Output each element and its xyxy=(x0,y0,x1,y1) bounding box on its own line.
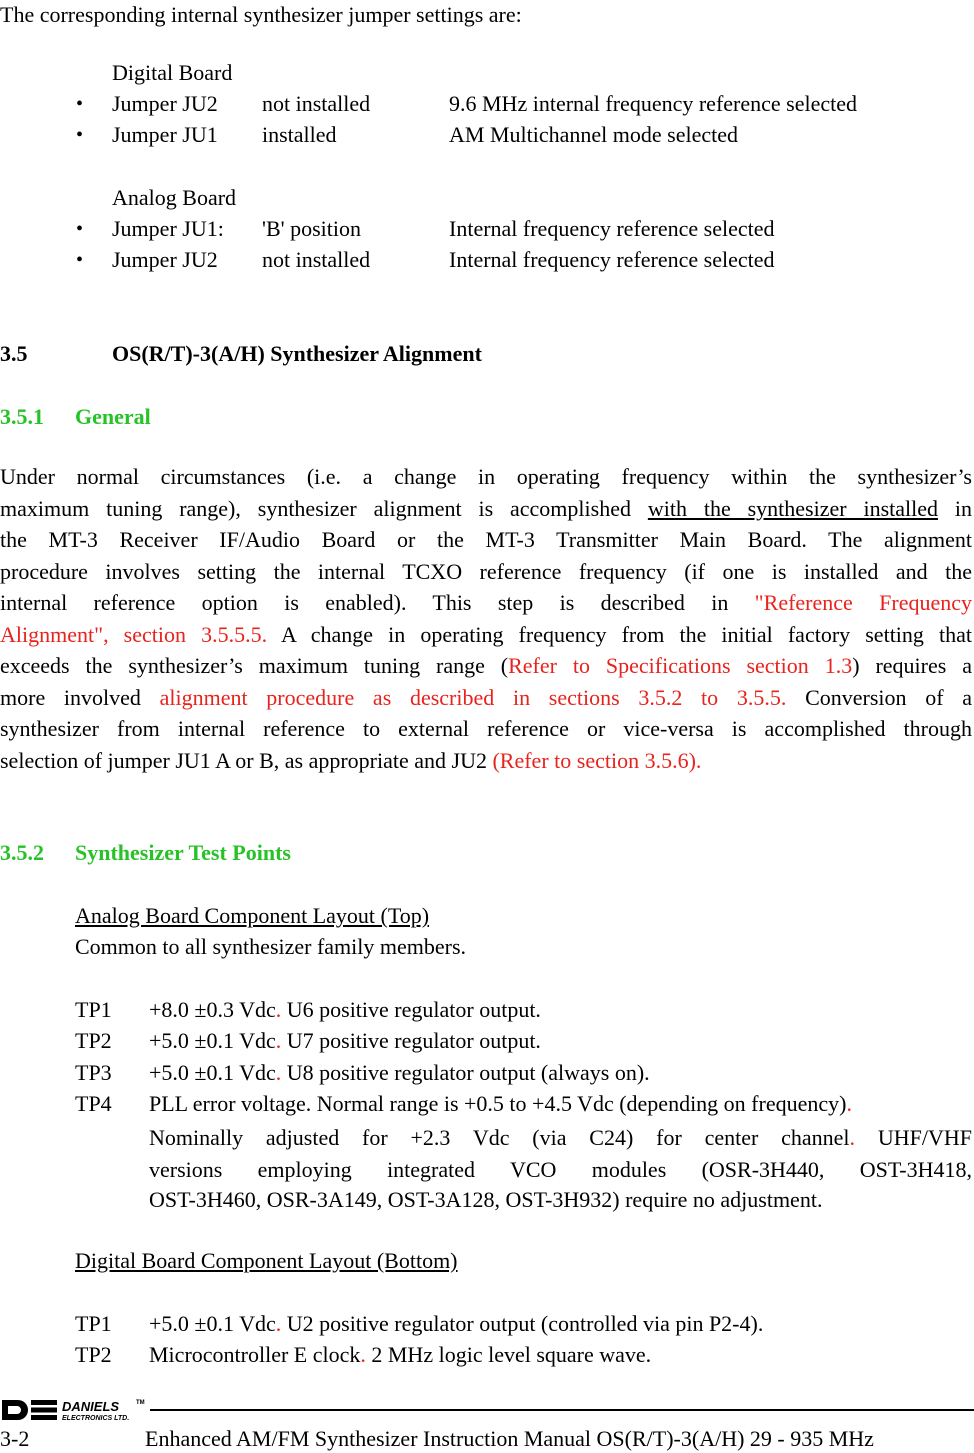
test-point-label: TP2 xyxy=(75,1028,112,1053)
footer-rule xyxy=(150,1409,974,1411)
test-point-description: Microcontroller E clock. 2 MHz logic level square wave. xyxy=(149,1342,652,1367)
paragraph-line: the MT-3 Receiver IF/Audio Board or the MT-3 Transmitter Main Board. The alignment xyxy=(0,527,972,552)
jumper-state: not installed xyxy=(262,91,371,116)
page-number: 3-2 xyxy=(0,1426,30,1451)
subsection-title: General xyxy=(75,404,151,429)
test-point-label: TP2 xyxy=(75,1342,112,1367)
jumper-name: Jumper JU2 xyxy=(112,91,218,116)
jumper-description: Internal frequency reference selected xyxy=(449,247,775,272)
digital-board-heading: Digital Board xyxy=(112,60,233,85)
jumper-state: installed xyxy=(262,122,337,147)
cross-reference: Refer to Specifications section 1.3 xyxy=(508,653,853,678)
paragraph-line: internal reference option is enabled). This step is described in "Reference Frequency xyxy=(0,590,972,615)
test-point-description: +5.0 ±0.1 Vdc. U8 positive regulator output (always on). xyxy=(149,1060,650,1085)
jumper-description: 9.6 MHz internal frequency reference selected xyxy=(449,91,857,116)
subsection-number: 3.5.1 xyxy=(0,404,44,429)
section-number: 3.5 xyxy=(0,341,28,366)
paragraph-line: Under normal circumstances (i.e. a change in operating frequency within the synthesizer’s xyxy=(0,464,972,489)
cross-reference: alignment procedure as described in sections 3.5.2 to 3.5.5. xyxy=(159,685,787,710)
bullet-icon: • xyxy=(76,218,84,240)
paragraph-line: more involved alignment procedure as described in sections 3.5.2 to 3.5.5. Conversion of a xyxy=(0,685,973,710)
paragraph-line: procedure involves setting the internal TCXO reference frequency (if one is installed and the xyxy=(0,559,972,584)
logo-trademark: TM xyxy=(136,1400,145,1406)
analog-layout-note: Common to all synthesizer family members. xyxy=(75,934,467,959)
paragraph-line: Alignment", section 3.5.5.5. A change in operating frequency from the initial factory setting that xyxy=(0,622,973,647)
paragraph-line: maximum tuning range), synthesizer alignment is accomplished with the synthesizer installed in xyxy=(0,496,972,521)
cross-reference: (Refer to section 3.5.6). xyxy=(492,748,702,773)
test-point-label: TP1 xyxy=(75,997,112,1022)
test-point-label: TP3 xyxy=(75,1060,112,1085)
cross-reference: Alignment", section 3.5.5.5. xyxy=(0,622,268,647)
test-point-label: TP4 xyxy=(75,1091,112,1116)
test-point-description: +5.0 ±0.1 Vdc. U2 positive regulator output (controlled via pin P2-4). xyxy=(149,1311,764,1336)
cross-reference: "Reference Frequency xyxy=(754,590,972,615)
jumper-name: Jumper JU2 xyxy=(112,247,218,272)
jumper-name: Jumper JU1 xyxy=(112,122,218,147)
section-title: OS(R/T)-3(A/H) Synthesizer Alignment xyxy=(112,341,482,366)
jumper-description: Internal frequency reference selected xyxy=(449,216,775,241)
analog-layout-heading: Analog Board Component Layout (Top) xyxy=(75,903,430,928)
test-point-description: PLL error voltage. Normal range is +0.5 to +4.5 Vdc (depending on frequency). xyxy=(149,1091,852,1116)
subsection-number: 3.5.2 xyxy=(0,840,44,865)
paragraph-line: synthesizer from internal reference to external reference or vice-versa is accomplished through xyxy=(0,716,972,741)
jumper-state: 'B' position xyxy=(262,216,361,241)
subsection-title: Synthesizer Test Points xyxy=(75,840,291,865)
paragraph-line: selection of jumper JU1 A or B, as appropriate and JU2 (Refer to section 3.5.6). xyxy=(0,748,702,773)
test-point-description: Nominally adjusted for +2.3 Vdc (via C24) for center channel. UHF/VHF xyxy=(149,1125,972,1150)
jumper-state: not installed xyxy=(262,247,371,272)
intro-text: The corresponding internal synthesizer jumper settings are: xyxy=(0,2,522,27)
logo-subtitle: ELECTRONICS LTD. xyxy=(62,1415,130,1422)
test-point-label: TP1 xyxy=(75,1311,112,1336)
analog-board-heading: Analog Board xyxy=(112,185,237,210)
logo-name: DANIELS xyxy=(62,1399,120,1414)
test-point-description: +5.0 ±0.1 Vdc. U7 positive regulator output. xyxy=(149,1028,541,1053)
bullet-icon: • xyxy=(76,93,84,115)
test-point-description: OST-3H460, OSR-3A149, OST-3A128, OST-3H932) require no adjustment. xyxy=(149,1187,823,1212)
daniels-logo xyxy=(0,1396,160,1424)
bullet-icon: • xyxy=(76,124,84,146)
emphasis-underline: with the synthesizer installed xyxy=(647,496,938,521)
jumper-name: Jumper JU1: xyxy=(112,216,224,241)
digital-layout-heading: Digital Board Component Layout (Bottom) xyxy=(75,1248,458,1273)
test-point-description: +8.0 ±0.3 Vdc. U6 positive regulator output. xyxy=(149,997,541,1022)
jumper-description: AM Multichannel mode selected xyxy=(449,122,738,147)
bullet-icon: • xyxy=(76,249,84,271)
test-point-description: versions employing integrated VCO modules (OSR-3H440, OST-3H418, xyxy=(149,1157,972,1182)
document-title: Enhanced AM/FM Synthesizer Instruction Manual OS(R/T)-3(A/H) 29 - 935 MHz xyxy=(145,1426,874,1451)
paragraph-line: exceeds the synthesizer’s maximum tuning range (Refer to Specifications section 1.3) requires a xyxy=(0,653,973,678)
